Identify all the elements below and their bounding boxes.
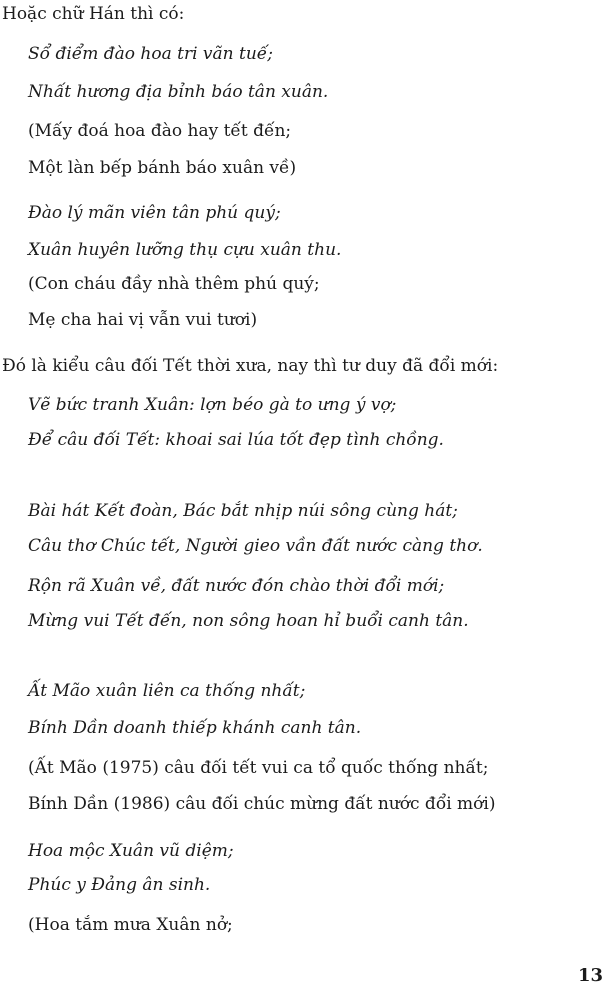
page-number: 13 [578,965,604,986]
translation-line: Bính Dần (1986) câu đối chúc mừng đất nước đổi mới) [28,794,496,814]
couplet-line: Bài hát Kết đoàn, Bác bắt nhịp núi sông cùng hát; [28,501,458,521]
couplet-line: Vẽ bức tranh Xuân: lợn béo gà to ưng ý vợ; [28,395,397,415]
translation-line: (Hoa tắm mưa Xuân nở; [28,915,233,935]
couplet-line: Câu thơ Chúc tết, Người gieo vần đất nước càng thơ. [28,536,483,556]
translation-line: Một làn bếp bánh báo xuân về) [28,158,297,178]
verse-line: Đào lý mãn viên tân phú quý; [28,203,281,223]
verse-line: Nhất hương địa bỉnh báo tân xuân. [28,82,329,102]
translation-line: Mẹ cha hai vị vẫn vui tươi) [28,310,258,330]
verse-line: Sổ điểm đào hoa tri vãn tuế; [28,44,273,64]
verse-line: Xuân huyên lưỡng thụ cựu xuân thu. [28,240,342,260]
couplet-line: Rộn rã Xuân về, đất nước đón chào thời đổi mới; [28,576,445,596]
verse-line: Bính Dần doanh thiếp khánh canh tân. [28,718,362,738]
translation-line: (Mấy đoá hoa đào hay tết đến; [28,121,292,141]
couplet-line: Mừng vui Tết đến, non sông hoan hỉ buổi canh tân. [28,611,469,631]
translation-line: (Ất Mão (1975) câu đối tết vui ca tổ quốc thống nhất; [28,758,489,778]
verse-line: Hoa mộc Xuân vũ diệm; [28,841,234,861]
transition-line: Đó là kiểu câu đối Tết thời xưa, nay thì tư duy đã đổi mới: [2,356,499,376]
verse-line: Ất Mão xuân liên ca thống nhất; [28,681,306,701]
verse-line: Phúc y Đảng ân sinh. [28,875,211,895]
translation-line: (Con cháu đầy nhà thêm phú quý; [28,274,320,294]
couplet-line: Để câu đối Tết: khoai sai lúa tốt đẹp tình chồng. [28,430,444,450]
intro-line: Hoặc chữ Hán thì có: [2,4,185,24]
